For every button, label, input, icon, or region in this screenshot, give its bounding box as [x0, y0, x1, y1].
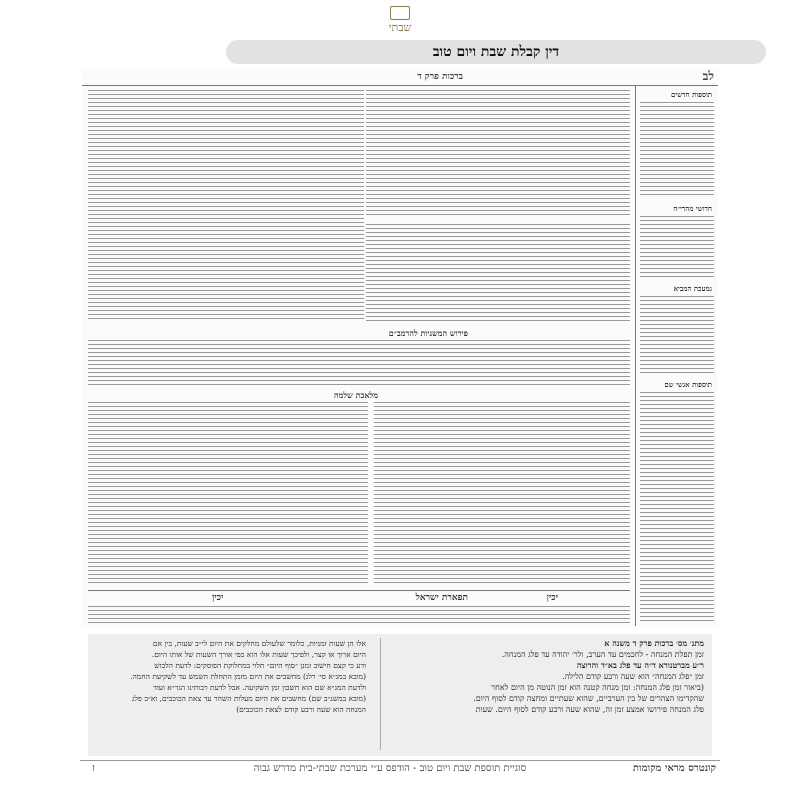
side-text-block: [640, 296, 714, 376]
logo-emblem-icon: [390, 6, 410, 20]
sources-line: זמן ״פלג המנחה״ הוא שעה ורבע קודם הלילה.: [562, 672, 704, 681]
side-section-heading: תוספות אנשי שם: [664, 380, 712, 389]
lower-column-heading: יכין: [546, 593, 558, 603]
scan-header: [82, 70, 718, 86]
logo-text: שבתי: [388, 21, 412, 34]
sources-line: אלו הן שעות זמניות, כלומר שלעולם מחלקים את היום לי״ב שעות, בין אם: [152, 639, 366, 648]
footer-credit: סוגיית תוספת שבת ויום טוב - הודפס ע״י מערכת שבתי-בית מדרש גבוה: [253, 763, 527, 774]
side-section-heading: תוספות חדשים: [670, 90, 712, 99]
sources-left-column: [96, 638, 366, 715]
sources-line: (מובא במג״א סי׳ רלג) מחשבים את היום מזמן התחלת השמש עד לשקיעת החמה.: [130, 672, 366, 681]
sources-box: [88, 634, 712, 756]
sources-line: המנחה הוא שעה ורבע קודם לצאת הכוכבים): [236, 705, 366, 714]
sources-line: היום ארוך או קצר, ולפיכך שעות אלו הוא כפי אורך השעות של אותו היום.: [151, 650, 366, 659]
publisher-logo: [372, 6, 428, 38]
section-heading: מלאכת שלמה: [334, 390, 378, 400]
sources-line: שהקדימו הצהרים של בין הערביים, שהוא שעתיים ומחצה קודם לסוף היום.: [473, 694, 704, 703]
side-text-block: [640, 392, 714, 624]
lower-column-heading: יכין: [212, 593, 224, 603]
sources-line: ודע כי קצם חישוב זמנן ״סוף היום״ תלוי במחלוקת הפוסקים: לדעת הלבוש: [154, 661, 366, 670]
sources-column-divider: [380, 638, 381, 750]
side-section-heading: חדושי מהרי״ח: [673, 204, 712, 213]
rambam-text-block: [88, 340, 630, 388]
sources-line: (ביאור זמן פלג המנחה: זמן מנחה קטנה הוא זמן הנוטה מן היום לאחר: [491, 683, 704, 692]
footer-page-number: ז: [92, 763, 95, 774]
side-text-block: [640, 102, 714, 200]
sources-line: ר״ע מברטנורא ד״ה עד פלג בא״ד והרוצה: [576, 660, 704, 670]
scan-page-number: לב: [702, 69, 714, 83]
footer-booklet-title: קונטרס מראי מקומות: [632, 763, 716, 774]
melechet-shlomo-text-block: [374, 402, 630, 588]
sources-line: זמן תפלת המנחה - לחכמים עד הערב, ולר׳ יהודה עד פלג המנחה.: [501, 650, 704, 659]
column-rule: [635, 86, 636, 626]
scan-chapter-title: ברכות פרק ד: [417, 72, 463, 82]
commentary-text-block: [88, 90, 364, 322]
header-rule: [82, 85, 718, 86]
scanned-page: [82, 68, 718, 628]
side-section-heading: גמעכת המביא: [673, 284, 712, 293]
sources-right-column: [384, 638, 704, 715]
page-title: דין קבלת שבת ויום טוב: [226, 40, 766, 64]
commentary-text-block: [366, 224, 630, 324]
lower-column-heading: תפארת ישראל: [415, 593, 468, 603]
sources-line: ולדעת המג״א שם הוא חשבון זמן השקיעה. אבל לדעת רבותינו הגר״א ועוד: [153, 683, 366, 692]
sources-title: מתנ׳ מס׳ ברכות פרק ד משנה א: [604, 638, 704, 648]
sources-line: פלג המנחה פירושו אמצע זמן זה, שהוא שעה ורבע קודם לסוף היום. שעות: [475, 705, 704, 714]
side-text-block: [640, 216, 714, 280]
sources-line: (מובא במשנ״ב שם) מחשבים את היום מעלות השחר עד צאת הכוכבים, וא״כ פלג: [132, 694, 366, 703]
melechet-shlomo-text-block: [88, 402, 368, 588]
lower-section-rule: [88, 590, 630, 591]
section-heading: פירוש המשניות להרמב״ם: [388, 328, 468, 338]
footer-rule: [80, 760, 720, 761]
commentary-text-block: [366, 90, 630, 220]
tiferet-yisrael-text-block: [88, 606, 630, 626]
